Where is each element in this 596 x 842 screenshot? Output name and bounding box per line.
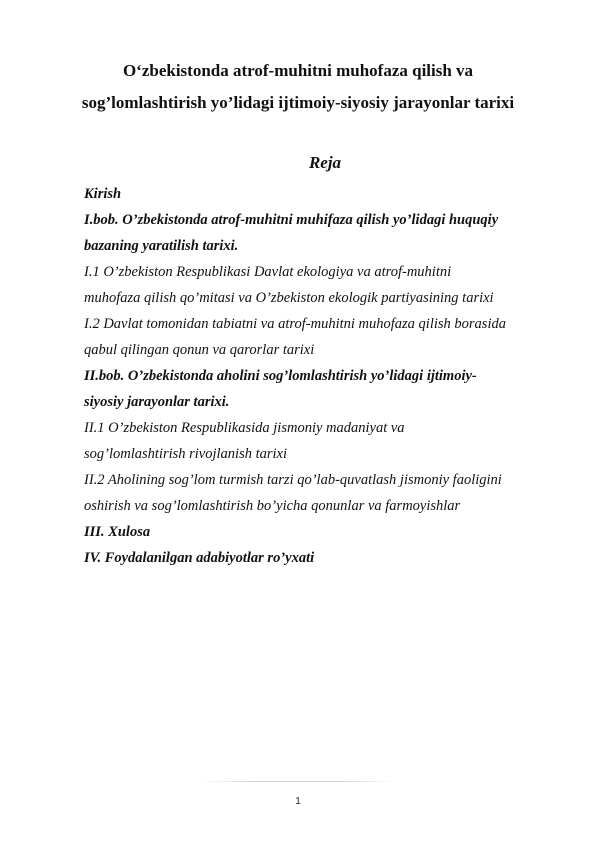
toc-chapter-1-title-cont: bazaning yaratilish tarixi. bbox=[84, 238, 239, 254]
footer-divider bbox=[200, 781, 396, 782]
toc-section-1-1-cont: muhofaza qilish qo’mitasi va O’zbekiston ekologik partiyasining tarixi bbox=[84, 290, 494, 306]
toc-chapter-1-title: I.bob. O’zbekistonda atrof-muhitni muhifaza qilish yo’lidagi huquqiy bbox=[84, 212, 499, 228]
toc-section-1-1: I.1 O’zbekiston Respublikasi Davlat ekologiya va atrof-muhitni bbox=[84, 264, 452, 280]
document-title-line-1: O‘zbekistonda atrof-muhitni muhofaza qilish va bbox=[122, 61, 474, 80]
toc-introduction: Kirish bbox=[84, 186, 122, 202]
toc-chapter-2-title: II.bob. O’zbekistonda aholini sog’lomlashtirish yo’lidagi ijtimoiy- bbox=[84, 368, 477, 384]
toc-references: IV. Foydalanilgan adabiyotlar ro’yxati bbox=[84, 550, 315, 566]
plan-heading: Reja bbox=[308, 153, 342, 172]
toc-section-1-2: I.2 Davlat tomonidan tabiatni va atrof-muhitni muhofaza qilish borasida bbox=[84, 316, 506, 332]
page-number: 1 bbox=[295, 796, 301, 807]
toc-conclusion: III. Xulosa bbox=[84, 524, 151, 540]
toc-section-2-2: II.2 Aholining sog’lom turmish tarzi qo’lab-quvatlash jismoniy faoligini bbox=[84, 472, 502, 488]
document-title-line-2: sog’lomlashtirish yo’lidagi ijtimoiy-siyosiy jarayonlar tarixi bbox=[81, 93, 515, 112]
toc-section-1-2-cont: qabul qilingan qonun va qarorlar tarixi bbox=[84, 342, 315, 358]
toc-section-2-1: II.1 O’zbekiston Respublikasida jismoniy madaniyat va bbox=[84, 420, 405, 436]
table-of-contents bbox=[84, 181, 584, 571]
toc-section-2-2-cont: oshirish va sog’lomlashtirish bo’yicha qonunlar va farmoyishlar bbox=[84, 498, 461, 514]
toc-chapter-2-title-cont: siyosiy jarayonlar tarixi. bbox=[84, 394, 230, 410]
toc-section-2-1-cont: sog’lomlashtirish rivojlanish tarixi bbox=[84, 446, 288, 462]
